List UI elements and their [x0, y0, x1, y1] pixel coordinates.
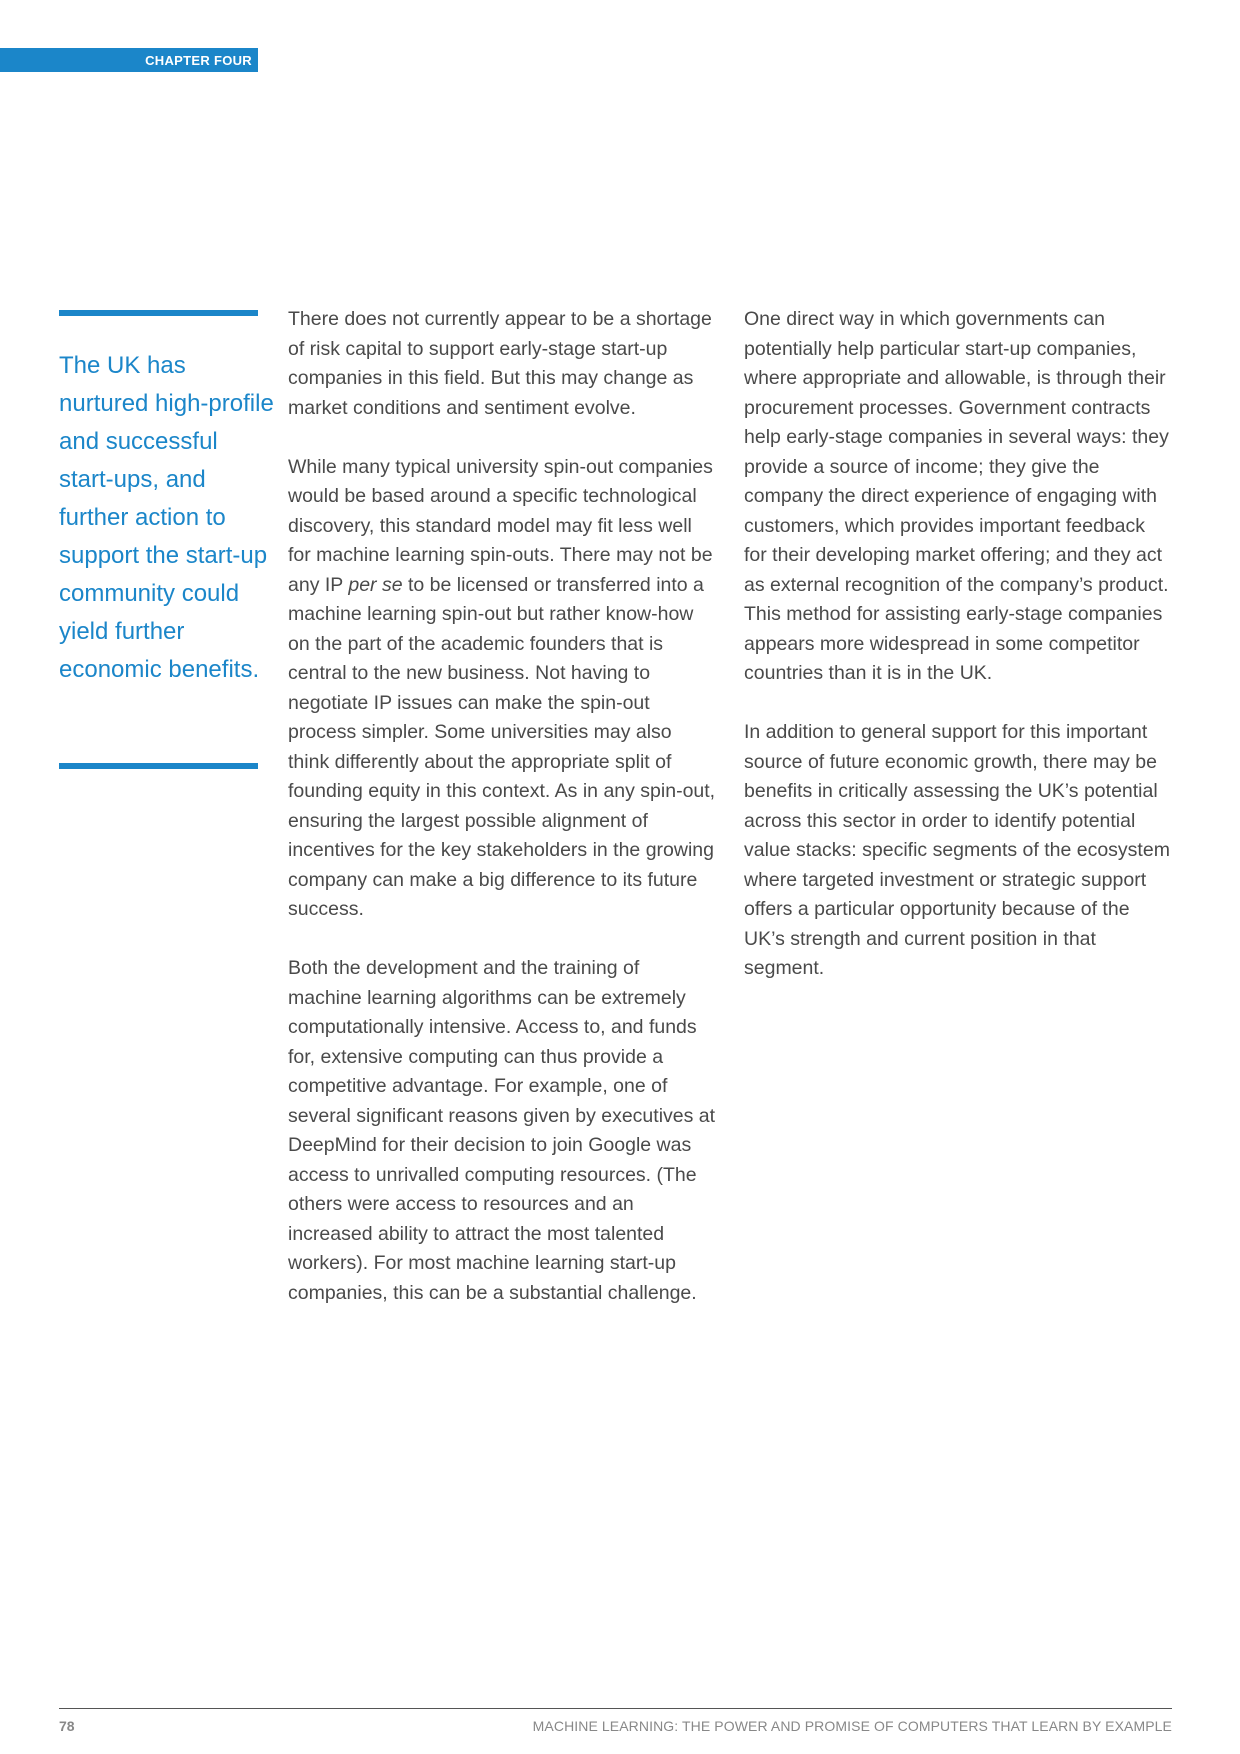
- paragraph-spin-outs-part-1: While many typical university spin-out companies would be based around a specific technological discovery, this standard model may fit less well for machine learning spin-outs. There may not be any IP: [288, 455, 713, 596]
- footer-rule: [59, 1708, 1172, 1709]
- paragraph-value-stacks: In addition to general support for this important source of future economic growth, there may be benefits in critically assessing the UK’s potential across this sector in order to identify potential value stacks: specific segments of the ecosystem where targeted investment or strategic support offers a particular opportunity because of the UK’s strength and current position in that segment.: [744, 721, 1170, 979]
- running-title: MACHINE LEARNING: THE POWER AND PROMISE OF COMPUTERS THAT LEARN BY EXAMPLE: [532, 1718, 1172, 1734]
- paragraph-spin-outs-part-2: to be licensed or transferred into a machine learning spin-out but rather know-how on the part of the academic founders that is central to the new business. Not having to negotiate IP issues can make the spin-out process simpler. Some universities may also think differently about the appropriate split of founding equity in this context. As in any spin-out, ensuring the largest possible alignment of incentives for the key stakeholders in the growing company can make a big difference to its future success.: [288, 573, 716, 920]
- paragraph-risk-capital: There does not currently appear to be a shortage of risk capital to support early-stage start-up companies in this field. But this may change as market conditions and sentiment evolve.: [288, 308, 712, 419]
- pull-quote: The UK has nurtured high-profile and successful start-ups, and further action to support the start-up community could yield further economic benefits.: [59, 352, 274, 683]
- paragraph-spin-outs: [288, 453, 718, 925]
- pull-quote-top-rule: [59, 310, 258, 316]
- page-number: 78: [59, 1718, 75, 1734]
- pull-quote-bottom-rule: [59, 763, 258, 769]
- chapter-label: CHAPTER FOUR: [0, 48, 258, 72]
- body-column-right: [744, 305, 1172, 1013]
- paragraph-procurement: One direct way in which governments can potentially help particular start-up companies, where appropriate and allowable, is through their procurement processes. Government contracts help early-stage companies in several ways: they provide a source of income; they give the company the direct experience of engaging with customers, which provides important feedback for their developing market offering; and they act as external recognition of the company’s product. This method for assisting early-stage companies appears more widespread in some competitor countries than it is in the UK.: [744, 308, 1169, 684]
- body-column-left: [288, 305, 718, 1338]
- italic-per-se: per se: [348, 573, 403, 596]
- paragraph-computing: Both the development and the training of machine learning algorithms can be extremely computationally intensive. Access to, and funds for, extensive computing can thus provide a competitive advantage. For example, one of several significant reasons given by executives at DeepMind for their decision to join Google was access to unrivalled computing resources. (The others were access to resources and an increased ability to attract the most talented workers). For most machine learning start-up companies, this can be a substantial challenge.: [288, 957, 716, 1304]
